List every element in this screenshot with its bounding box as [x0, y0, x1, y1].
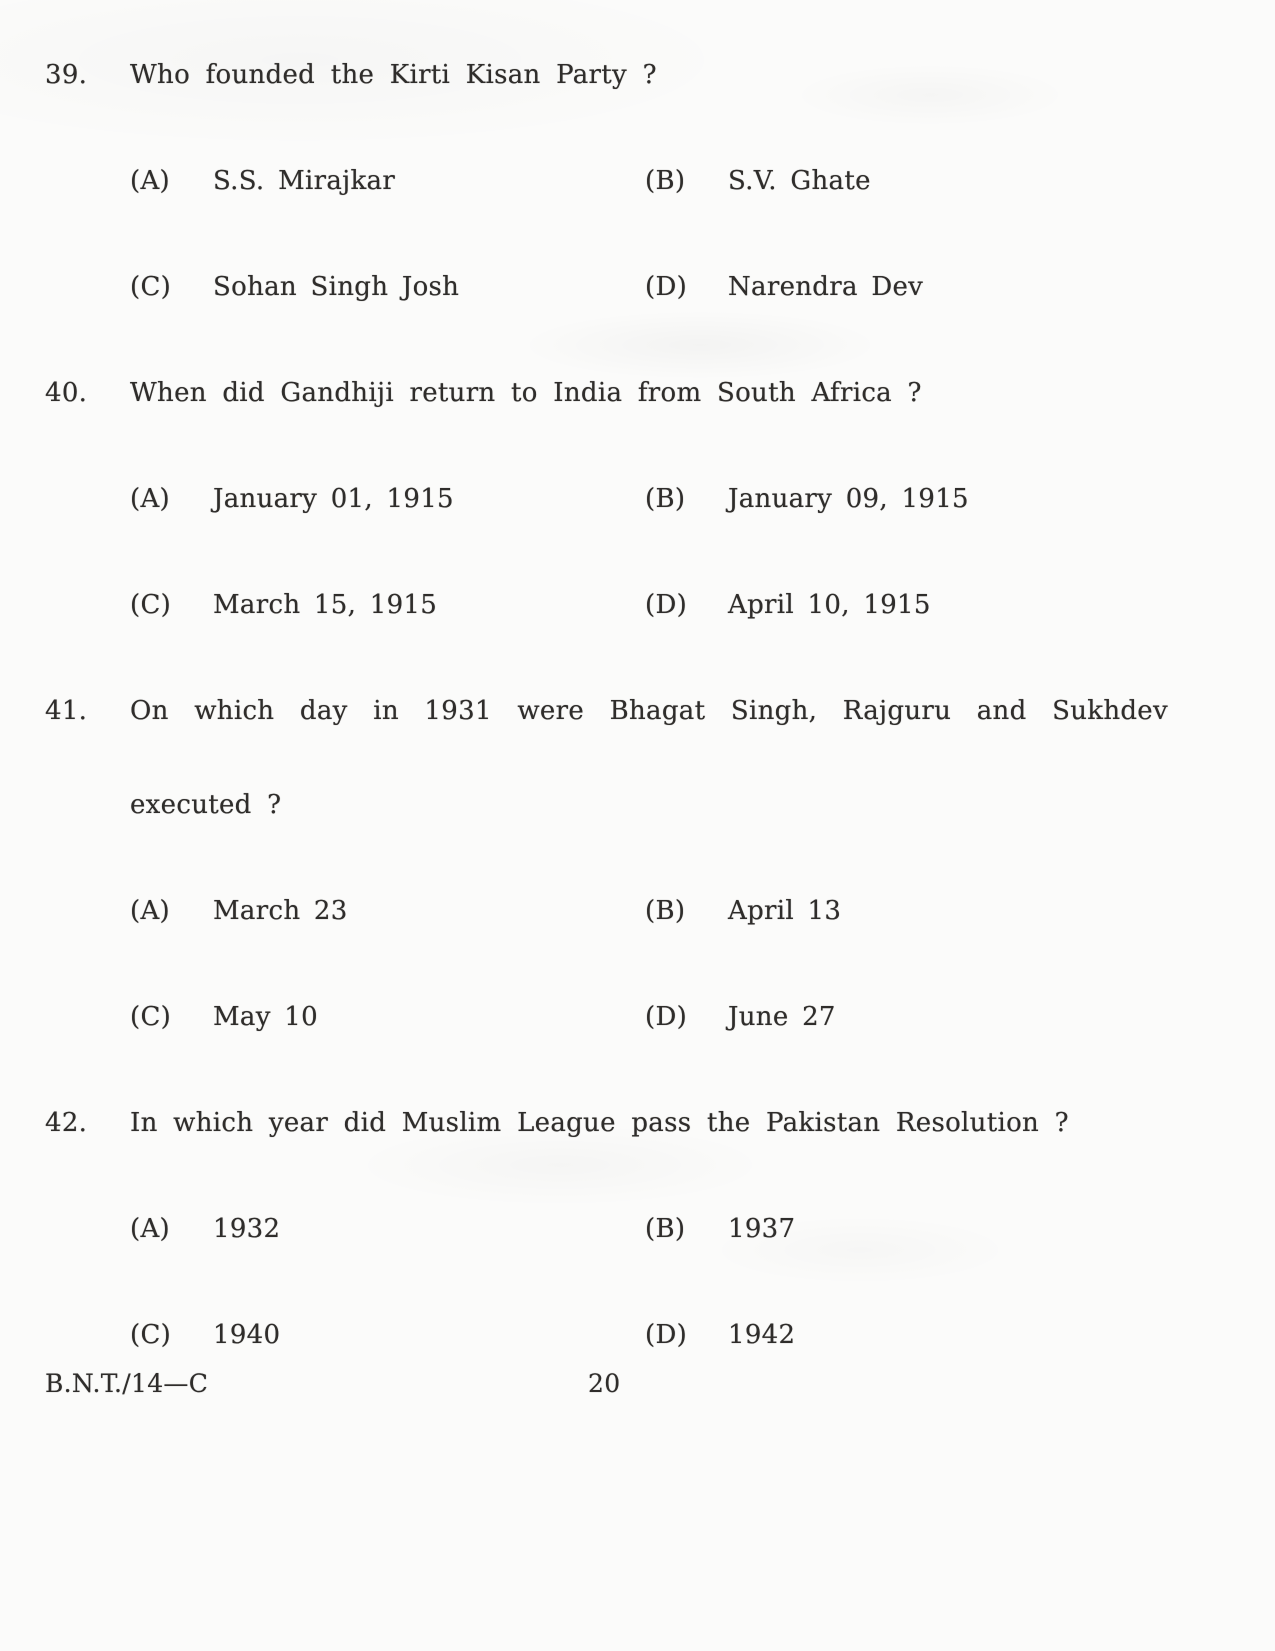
question-40-options-ab [45, 482, 1210, 516]
option-label: (D) [645, 272, 688, 302]
page-footer [45, 1368, 1210, 1400]
question-41-options-cd [45, 1000, 1210, 1034]
question-42 [45, 1106, 1210, 1140]
option-text: S.S. Mirajkar [213, 166, 396, 196]
option-label: (C) [130, 1320, 172, 1350]
option-40-C [130, 588, 645, 622]
option-label: (B) [645, 1214, 686, 1244]
question-number: 42. [45, 1108, 88, 1138]
option-text: April 10, 1915 [728, 590, 931, 620]
question-41 [45, 694, 1210, 728]
option-label: (B) [645, 166, 686, 196]
question-40 [45, 376, 1210, 410]
option-39-A [130, 164, 645, 198]
question-41-continuation: executed ? [130, 790, 282, 820]
option-39-D [645, 270, 1210, 304]
question-text: Who founded the Kirti Kisan Party ? [130, 60, 657, 90]
option-label: (D) [645, 1002, 688, 1032]
question-41-options-ab [45, 894, 1210, 928]
question-39-options-ab [45, 164, 1210, 198]
option-40-A [130, 482, 645, 516]
question-42-options-ab [45, 1212, 1210, 1246]
option-39-B [645, 164, 1210, 198]
option-42-C [130, 1318, 645, 1352]
option-label: (C) [130, 1002, 172, 1032]
option-42-D [645, 1318, 1210, 1352]
option-label: (C) [130, 272, 172, 302]
question-39-options-cd [45, 270, 1210, 304]
option-text: S.V. Ghate [728, 166, 871, 196]
option-text: 1942 [728, 1320, 796, 1350]
option-41-D [645, 1000, 1210, 1034]
question-number: 40. [45, 378, 88, 408]
question-40-options-cd [45, 588, 1210, 622]
option-label: (A) [130, 896, 170, 926]
option-41-B [645, 894, 1210, 928]
option-text: 1932 [213, 1214, 281, 1244]
option-39-C [130, 270, 645, 304]
question-text: When did Gandhiji return to India from South Africa ? [130, 378, 922, 408]
option-text: June 27 [728, 1002, 836, 1032]
option-text: January 01, 1915 [213, 484, 454, 514]
option-label: (D) [645, 1320, 688, 1350]
question-42-options-cd [45, 1318, 1210, 1352]
option-40-D [645, 588, 1210, 622]
option-text: January 09, 1915 [728, 484, 969, 514]
question-text: On which day in 1931 were Bhagat Singh, Rajguru and Sukhdev [130, 696, 1168, 726]
option-text: 1937 [728, 1214, 796, 1244]
question-text: In which year did Muslim League pass the Pakistan Resolution ? [130, 1108, 1069, 1138]
option-label: (C) [130, 590, 172, 620]
option-42-B [645, 1212, 1210, 1246]
option-label: (D) [645, 590, 688, 620]
option-label: (A) [130, 166, 170, 196]
question-number: 41. [45, 696, 88, 726]
option-text: March 15, 1915 [213, 590, 438, 620]
option-text: Narendra Dev [728, 272, 924, 302]
option-text: May 10 [213, 1002, 318, 1032]
option-text: April 13 [728, 896, 842, 926]
option-text: 1940 [213, 1320, 281, 1350]
question-39 [45, 58, 1210, 92]
option-label: (A) [130, 1214, 170, 1244]
option-label: (B) [645, 896, 686, 926]
question-number: 39. [45, 60, 88, 90]
option-42-A [130, 1212, 645, 1246]
option-40-B [645, 482, 1210, 516]
option-text: Sohan Singh Josh [213, 272, 460, 302]
booklet-code: B.N.T./14—C [45, 1369, 209, 1398]
option-label: (B) [645, 484, 686, 514]
option-label: (A) [130, 484, 170, 514]
option-41-A [130, 894, 645, 928]
option-text: March 23 [213, 896, 348, 926]
option-41-C [130, 1000, 645, 1034]
page-number: 20 [588, 1369, 621, 1398]
